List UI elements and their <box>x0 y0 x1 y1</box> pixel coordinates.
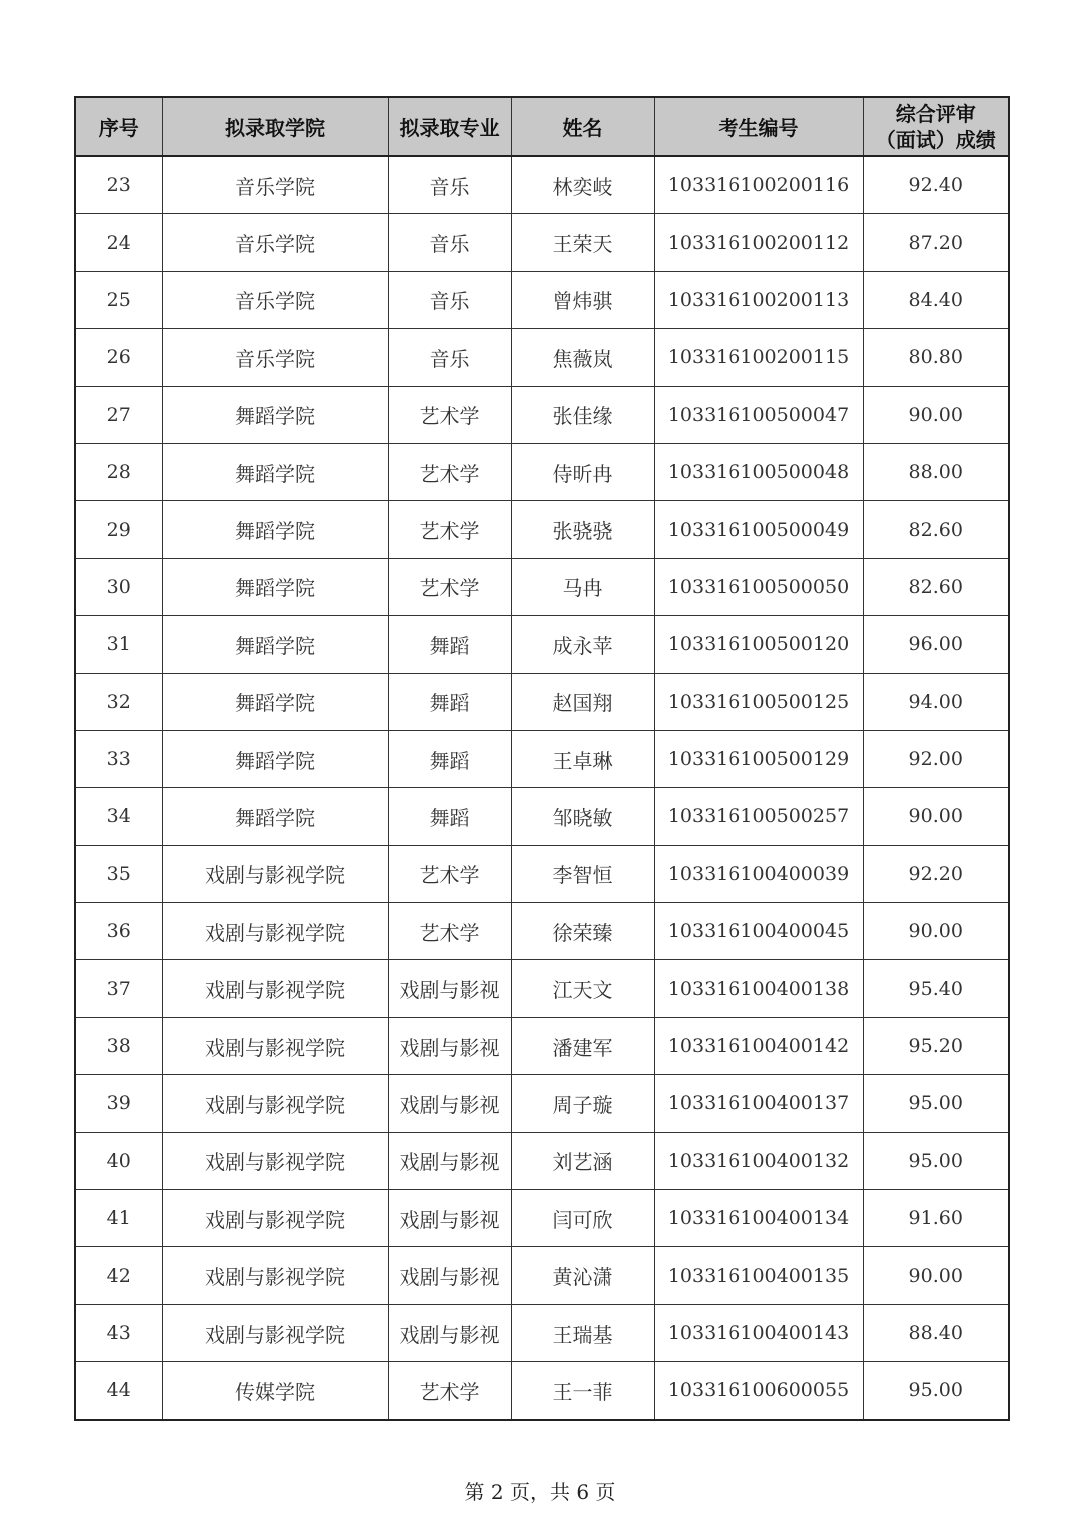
cell-college: 戏剧与影视学院 <box>162 903 388 960</box>
cell-seq: 44 <box>75 1362 162 1420</box>
cell-college: 舞蹈学院 <box>162 558 388 615</box>
table-row <box>75 156 1009 214</box>
cell-major: 戏剧与影视 <box>388 1247 511 1304</box>
cell-name: 徐荣臻 <box>511 903 654 960</box>
cell-college: 戏剧与影视学院 <box>162 845 388 902</box>
cell-name: 成永苹 <box>511 616 654 673</box>
cell-score: 95.00 <box>863 1132 1009 1189</box>
cell-college: 戏剧与影视学院 <box>162 1190 388 1247</box>
cell-major: 艺术学 <box>388 903 511 960</box>
cell-seq: 27 <box>75 386 162 443</box>
header-college: 拟录取学院 <box>162 97 388 156</box>
cell-exam-id: 103316100200116 <box>654 156 863 214</box>
cell-name: 王卓琳 <box>511 730 654 787</box>
page-number: 第 2 页，共 6 页 <box>464 1480 616 1504</box>
cell-name: 李智恒 <box>511 845 654 902</box>
cell-exam-id: 103316100200113 <box>654 271 863 328</box>
cell-name: 邹晓敏 <box>511 788 654 845</box>
cell-college: 传媒学院 <box>162 1362 388 1420</box>
cell-college: 音乐学院 <box>162 214 388 271</box>
cell-major: 戏剧与影视 <box>388 1075 511 1132</box>
cell-score: 95.00 <box>863 1075 1009 1132</box>
cell-seq: 25 <box>75 271 162 328</box>
table-row <box>75 730 1009 787</box>
cell-major: 音乐 <box>388 329 511 386</box>
table-header <box>75 97 1009 156</box>
table-row <box>75 903 1009 960</box>
cell-major: 艺术学 <box>388 443 511 500</box>
cell-score: 90.00 <box>863 788 1009 845</box>
cell-exam-id: 103316100400045 <box>654 903 863 960</box>
cell-college: 戏剧与影视学院 <box>162 1075 388 1132</box>
table-row <box>75 386 1009 443</box>
cell-score: 88.40 <box>863 1304 1009 1361</box>
cell-name: 江天文 <box>511 960 654 1017</box>
cell-name: 王瑞基 <box>511 1304 654 1361</box>
cell-seq: 36 <box>75 903 162 960</box>
header-name: 姓名 <box>511 97 654 156</box>
cell-major: 舞蹈 <box>388 673 511 730</box>
cell-college: 舞蹈学院 <box>162 443 388 500</box>
cell-name: 张佳缘 <box>511 386 654 443</box>
cell-major: 戏剧与影视 <box>388 1132 511 1189</box>
cell-score: 94.00 <box>863 673 1009 730</box>
cell-score: 82.60 <box>863 558 1009 615</box>
cell-major: 戏剧与影视 <box>388 1190 511 1247</box>
cell-score: 96.00 <box>863 616 1009 673</box>
header-score-line2: （面试）成绩 <box>875 127 996 152</box>
cell-name: 侍昕冉 <box>511 443 654 500</box>
cell-seq: 43 <box>75 1304 162 1361</box>
cell-name: 曾炜骐 <box>511 271 654 328</box>
cell-score: 88.00 <box>863 443 1009 500</box>
cell-seq: 28 <box>75 443 162 500</box>
cell-college: 音乐学院 <box>162 271 388 328</box>
cell-college: 音乐学院 <box>162 329 388 386</box>
table-row <box>75 271 1009 328</box>
header-seq: 序号 <box>75 97 162 156</box>
cell-major: 艺术学 <box>388 386 511 443</box>
table-row <box>75 443 1009 500</box>
cell-college: 舞蹈学院 <box>162 501 388 558</box>
cell-score: 92.20 <box>863 845 1009 902</box>
cell-exam-id: 103316100500120 <box>654 616 863 673</box>
table-row <box>75 1304 1009 1361</box>
cell-major: 音乐 <box>388 271 511 328</box>
cell-exam-id: 103316100400134 <box>654 1190 863 1247</box>
cell-college: 戏剧与影视学院 <box>162 1132 388 1189</box>
table-row <box>75 1132 1009 1189</box>
table-row <box>75 214 1009 271</box>
cell-seq: 24 <box>75 214 162 271</box>
cell-exam-id: 103316100400142 <box>654 1017 863 1074</box>
cell-name: 林奕岐 <box>511 156 654 214</box>
header-score-line1: 综合评审 <box>895 101 976 126</box>
cell-name: 王一菲 <box>511 1362 654 1420</box>
cell-major: 戏剧与影视 <box>388 960 511 1017</box>
table-body <box>75 156 1009 1420</box>
table-row <box>75 1190 1009 1247</box>
header-exam-id: 考生编号 <box>654 97 863 156</box>
cell-exam-id: 103316100500049 <box>654 501 863 558</box>
table-row <box>75 845 1009 902</box>
cell-exam-id: 103316100200112 <box>654 214 863 271</box>
cell-major: 戏剧与影视 <box>388 1304 511 1361</box>
cell-college: 戏剧与影视学院 <box>162 1247 388 1304</box>
header-major: 拟录取专业 <box>388 97 511 156</box>
table-row <box>75 1362 1009 1420</box>
cell-score: 90.00 <box>863 903 1009 960</box>
table-row <box>75 788 1009 845</box>
cell-exam-id: 103316100400039 <box>654 845 863 902</box>
cell-seq: 30 <box>75 558 162 615</box>
cell-seq: 37 <box>75 960 162 1017</box>
cell-seq: 35 <box>75 845 162 902</box>
cell-college: 舞蹈学院 <box>162 616 388 673</box>
cell-seq: 40 <box>75 1132 162 1189</box>
table-row <box>75 673 1009 730</box>
cell-score: 95.20 <box>863 1017 1009 1074</box>
cell-major: 舞蹈 <box>388 730 511 787</box>
cell-name: 周子璇 <box>511 1075 654 1132</box>
cell-exam-id: 103316100400135 <box>654 1247 863 1304</box>
cell-college: 戏剧与影视学院 <box>162 1304 388 1361</box>
cell-exam-id: 103316100500047 <box>654 386 863 443</box>
cell-score: 91.60 <box>863 1190 1009 1247</box>
admission-table <box>74 96 1010 1421</box>
cell-college: 舞蹈学院 <box>162 386 388 443</box>
cell-score: 84.40 <box>863 271 1009 328</box>
table-row <box>75 1247 1009 1304</box>
cell-exam-id: 103316100500129 <box>654 730 863 787</box>
cell-score: 92.00 <box>863 730 1009 787</box>
cell-exam-id: 103316100500048 <box>654 443 863 500</box>
cell-name: 闫可欣 <box>511 1190 654 1247</box>
cell-seq: 29 <box>75 501 162 558</box>
cell-college: 舞蹈学院 <box>162 730 388 787</box>
cell-exam-id: 103316100400137 <box>654 1075 863 1132</box>
cell-major: 艺术学 <box>388 845 511 902</box>
cell-college: 戏剧与影视学院 <box>162 960 388 1017</box>
cell-seq: 26 <box>75 329 162 386</box>
cell-name: 王荣天 <box>511 214 654 271</box>
cell-exam-id: 103316100500050 <box>654 558 863 615</box>
cell-score: 87.20 <box>863 214 1009 271</box>
cell-score: 95.40 <box>863 960 1009 1017</box>
table-row <box>75 960 1009 1017</box>
cell-name: 潘建军 <box>511 1017 654 1074</box>
cell-major: 戏剧与影视 <box>388 1017 511 1074</box>
cell-score: 92.40 <box>863 156 1009 214</box>
cell-exam-id: 103316100200115 <box>654 329 863 386</box>
cell-name: 焦薇岚 <box>511 329 654 386</box>
table-row <box>75 329 1009 386</box>
header-row <box>75 97 1009 156</box>
cell-exam-id: 103316100500125 <box>654 673 863 730</box>
cell-major: 音乐 <box>388 214 511 271</box>
cell-exam-id: 103316100600055 <box>654 1362 863 1420</box>
cell-major: 艺术学 <box>388 558 511 615</box>
cell-seq: 23 <box>75 156 162 214</box>
table-row <box>75 616 1009 673</box>
table-row <box>75 558 1009 615</box>
cell-score: 82.60 <box>863 501 1009 558</box>
table-row <box>75 1075 1009 1132</box>
cell-name: 黄沁潇 <box>511 1247 654 1304</box>
cell-name: 马冉 <box>511 558 654 615</box>
cell-score: 90.00 <box>863 386 1009 443</box>
cell-major: 艺术学 <box>388 501 511 558</box>
cell-exam-id: 103316100500257 <box>654 788 863 845</box>
cell-name: 刘艺涵 <box>511 1132 654 1189</box>
table-row <box>75 501 1009 558</box>
cell-exam-id: 103316100400138 <box>654 960 863 1017</box>
cell-seq: 32 <box>75 673 162 730</box>
cell-major: 舞蹈 <box>388 788 511 845</box>
table-row <box>75 1017 1009 1074</box>
cell-major: 艺术学 <box>388 1362 511 1420</box>
cell-major: 音乐 <box>388 156 511 214</box>
cell-score: 90.00 <box>863 1247 1009 1304</box>
header-score <box>863 97 1009 156</box>
cell-seq: 33 <box>75 730 162 787</box>
cell-college: 音乐学院 <box>162 156 388 214</box>
cell-exam-id: 103316100400132 <box>654 1132 863 1189</box>
cell-seq: 42 <box>75 1247 162 1304</box>
cell-exam-id: 103316100400143 <box>654 1304 863 1361</box>
cell-seq: 31 <box>75 616 162 673</box>
cell-name: 张骁骁 <box>511 501 654 558</box>
cell-major: 舞蹈 <box>388 616 511 673</box>
cell-seq: 34 <box>75 788 162 845</box>
cell-seq: 39 <box>75 1075 162 1132</box>
cell-college: 戏剧与影视学院 <box>162 1017 388 1074</box>
cell-score: 80.80 <box>863 329 1009 386</box>
cell-seq: 38 <box>75 1017 162 1074</box>
cell-seq: 41 <box>75 1190 162 1247</box>
cell-name: 赵国翔 <box>511 673 654 730</box>
cell-college: 舞蹈学院 <box>162 673 388 730</box>
cell-college: 舞蹈学院 <box>162 788 388 845</box>
cell-score: 95.00 <box>863 1362 1009 1420</box>
